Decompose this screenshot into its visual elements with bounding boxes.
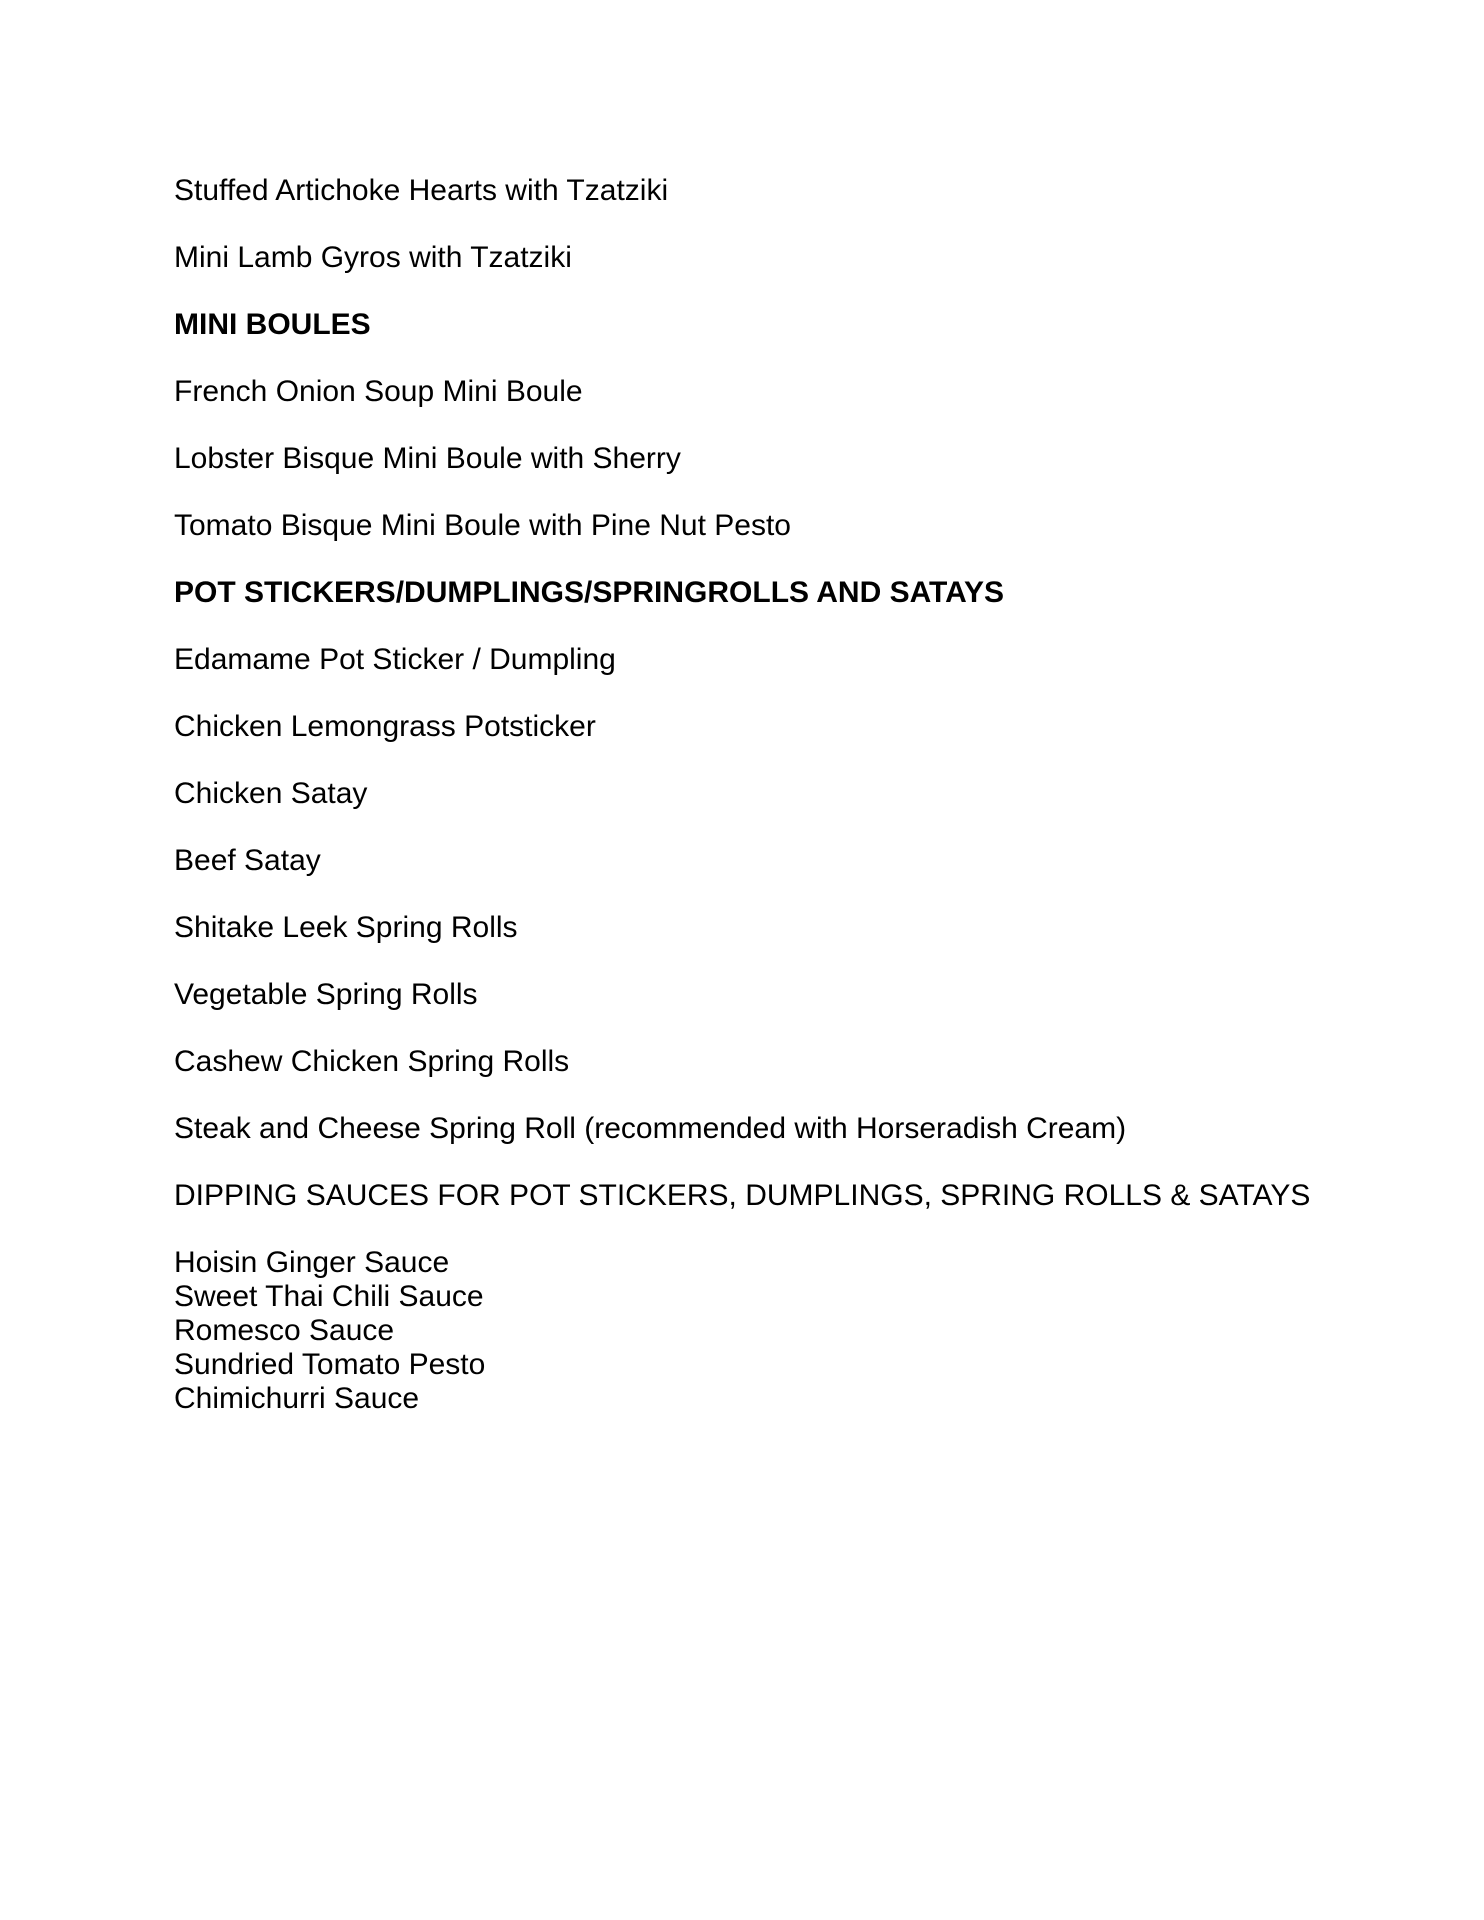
sauce-item-hoisin-ginger: Hoisin Ginger Sauce	[174, 1246, 450, 1279]
menu-item-steak-and-cheese-spring-roll: Steak and Cheese Spring Roll (recommended with Horseradish Cream)	[174, 1112, 1127, 1145]
sauce-item-romesco: Romesco Sauce	[174, 1314, 395, 1347]
sauce-item-sweet-thai-chili: Sweet Thai Chili Sauce	[174, 1280, 484, 1313]
menu-item-french-onion-soup-mini-boule: French Onion Soup Mini Boule	[174, 375, 583, 408]
menu-item-beef-satay: Beef Satay	[174, 844, 321, 877]
sauce-item-sundried-tomato-pesto: Sundried Tomato Pesto	[174, 1348, 486, 1381]
section-heading-dipping-sauces: DIPPING SAUCES FOR POT STICKERS, DUMPLINGS, SPRING ROLLS & SATAYS	[174, 1179, 1311, 1212]
menu-item-chicken-lemongrass-potsticker: Chicken Lemongrass Potsticker	[174, 710, 596, 743]
menu-item-edamame-pot-sticker: Edamame Pot Sticker / Dumpling	[174, 643, 616, 676]
section-heading-pot-stickers-dumplings-springrolls-satays: POT STICKERS/DUMPLINGS/SPRINGROLLS AND SATAYS	[174, 576, 1005, 609]
menu-item-tomato-bisque-mini-boule: Tomato Bisque Mini Boule with Pine Nut Pesto	[174, 509, 791, 542]
menu-item-stuffed-artichoke-hearts: Stuffed Artichoke Hearts with Tzatziki	[174, 174, 669, 207]
menu-item-cashew-chicken-spring-rolls: Cashew Chicken Spring Rolls	[174, 1045, 570, 1078]
sauce-item-chimichurri: Chimichurri Sauce	[174, 1382, 420, 1415]
menu-item-vegetable-spring-rolls: Vegetable Spring Rolls	[174, 978, 478, 1011]
menu-item-chicken-satay: Chicken Satay	[174, 777, 368, 810]
section-heading-mini-boules: MINI BOULES	[174, 308, 371, 341]
menu-item-shitake-leek-spring-rolls: Shitake Leek Spring Rolls	[174, 911, 518, 944]
menu-item-lobster-bisque-mini-boule: Lobster Bisque Mini Boule with Sherry	[174, 442, 681, 475]
dipping-sauce-list	[174, 1246, 1310, 1416]
menu-item-mini-lamb-gyros: Mini Lamb Gyros with Tzatziki	[174, 241, 572, 274]
